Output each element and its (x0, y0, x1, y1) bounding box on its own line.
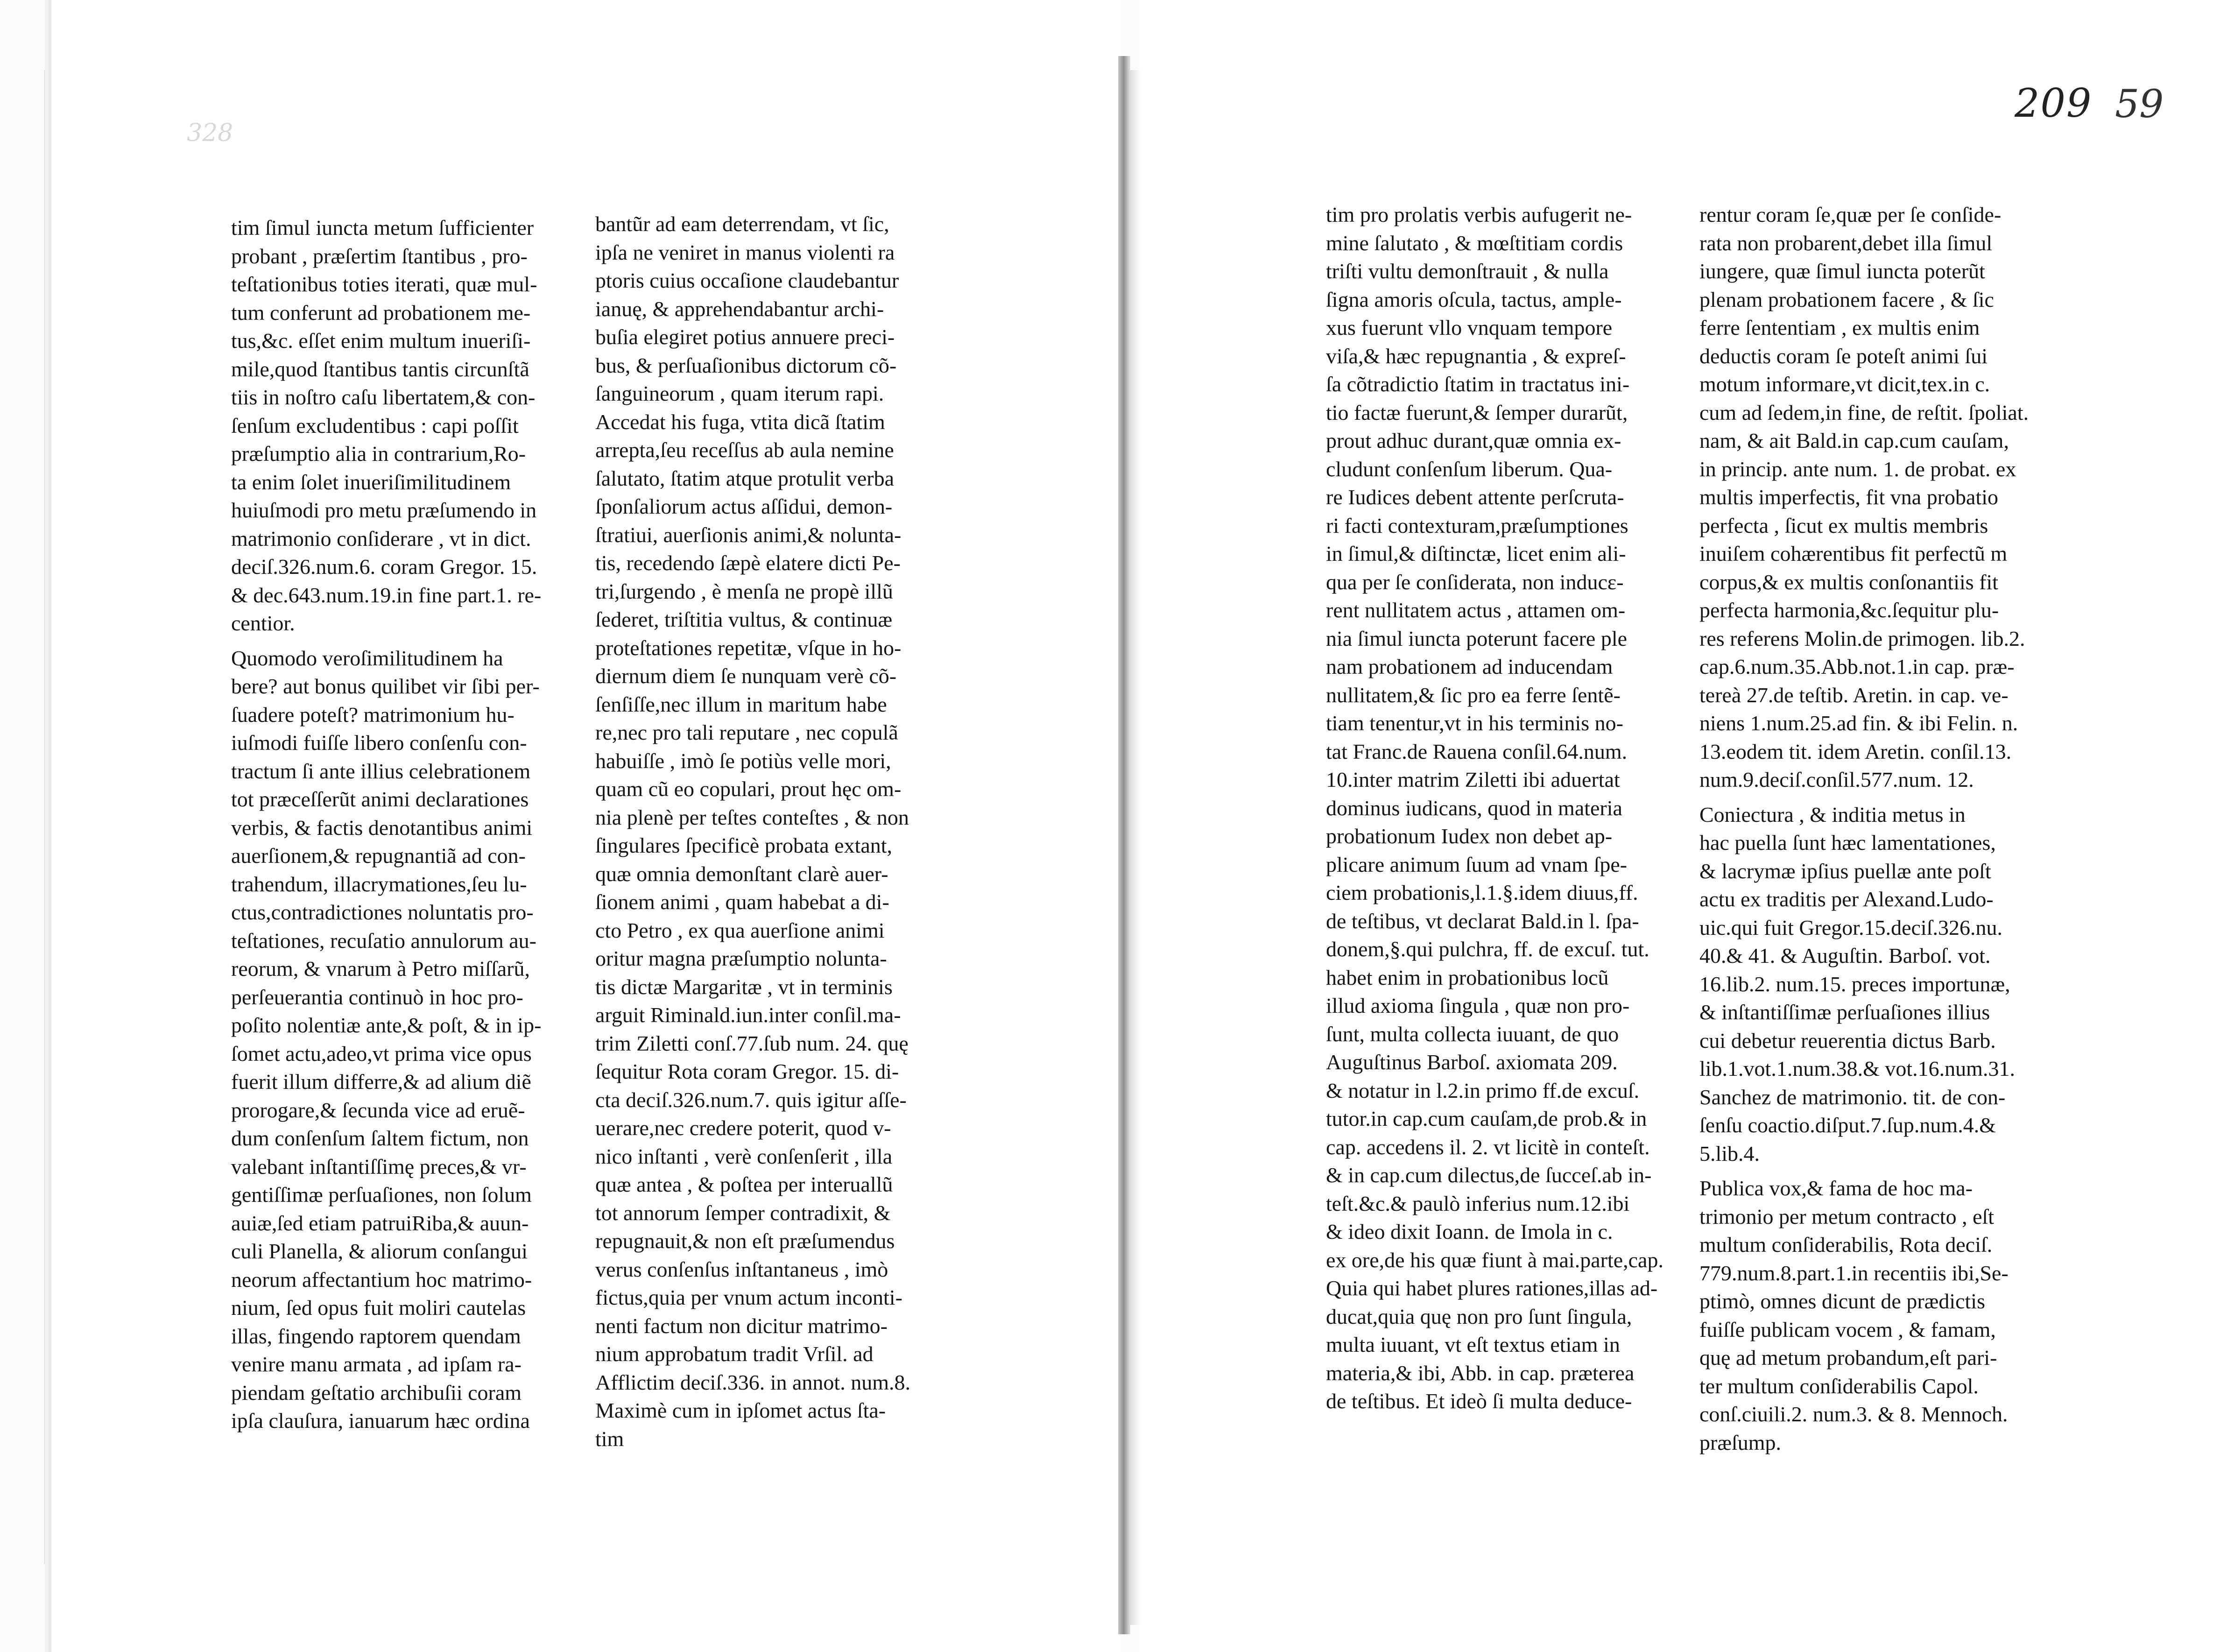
text-line: arrepta,ſeu receſſus ab aula nemine (595, 438, 894, 462)
text-line: ferre ſententiam , ex multis enim (1699, 316, 1980, 339)
text-line: auerſionem,& repugnantiã ad con- (231, 844, 526, 868)
text-line: repugnauit,& non eſt præſumendus (595, 1229, 895, 1253)
folio-number: 209 (2015, 80, 2093, 126)
text-line: prorogare,& ſecunda vice ad eruẽ- (231, 1098, 525, 1122)
text-line: præſumptio alia in contrarium,Ro- (231, 442, 526, 466)
text-line: 16.lib.2. num.15. preces importunæ, (1699, 972, 2010, 996)
text-line: & inſtantiſſimæ perſuaſiones illius (1699, 1000, 1990, 1024)
text-line: qua per ſe conſiderata, non inducε- (1326, 570, 1624, 594)
text-line: tot annorum ſemper contradixit, & (595, 1200, 891, 1225)
text-line: habuiſſe , imò ſe potiùs velle mori, (595, 748, 891, 773)
text-line: in ſimul,& diſtinctæ, licet enim ali- (1326, 542, 1626, 565)
text-line: tio factæ fuerunt,& ſemper durarũt, (1326, 400, 1628, 424)
text-line: tim ſimul iuncta metum ſufficienter (231, 216, 534, 240)
text-line: re Iudices debent attente perſcruta- (1326, 485, 1624, 509)
text-line: ta enim ſolet inueriſimilitudinem (231, 470, 511, 494)
right-page-column-2 (1699, 201, 2054, 1457)
text-line: centior. (231, 611, 295, 635)
text-line: oritur magna præſumptio nolunta- (595, 946, 887, 970)
text-line: iuſmodi fuiſſe libero conſenſu con- (231, 731, 527, 755)
text-line: in princip. ante num. 1. de probat. ex (1699, 457, 2016, 481)
text-line: iungere, quæ ſimul iuncta poterũt (1699, 259, 1985, 283)
text-line: venire manu armata , ad ipſam ra- (231, 1352, 522, 1376)
text-line: tereà 27.de teſtib. Aretin. in cap. ve- (1699, 683, 2009, 707)
text-line: auiæ,ſed etiam patruiRiba,& auun- (231, 1211, 529, 1235)
text-line: rata non probarent,debet illa ſimul (1699, 231, 1993, 255)
text-line: ſenſu coactio.diſput.7.ſup.num.4.& (1699, 1113, 1996, 1137)
text-line: valebant inſtantiſſimę preces,& vr- (231, 1154, 527, 1179)
text-line: gentiſſimæ perſuaſiones, non ſolum (231, 1183, 532, 1207)
text-line: ſuadere poteſt? matrimonium hu- (231, 702, 514, 727)
text-line: inuiſem cohærentibus fit perfectũ m (1699, 542, 2008, 565)
text-line: tus,&c. eſſet enim multum inueriſi- (231, 329, 531, 353)
text-line: dominus iudicans, quod in materia (1326, 796, 1622, 820)
text-line: nium, ſed opus fuit moliri cautelas (231, 1296, 526, 1320)
text-line: res referens Molin.de primogen. lib.2. (1699, 626, 2025, 650)
text-line: tis, recedendo ſæpè elatere dicti Pe- (595, 551, 901, 575)
text-line: nium approbatum tradit Vrſil. ad (595, 1342, 874, 1366)
text-line: ſenſiſſe,nec illum in maritum habe (595, 692, 887, 716)
right-page (1139, 0, 2220, 1652)
text-line: Coniectura , & inditia metus in (1699, 802, 1966, 826)
text-line: proteſtationes repetitæ, vſque in ho- (595, 635, 902, 660)
text-line: cto Petro , ex qua auerſione animi (595, 918, 885, 942)
text-line: ſederet, triſtitia vultus, & continuæ (595, 607, 893, 631)
text-line: tiam tenentur,vt in his terminis no- (1326, 711, 1623, 735)
text-line: 779.num.8.part.1.in recentiis ibi,Se- (1699, 1261, 2009, 1285)
text-line: 40.& 41. & Auguſtin. Barboſ. vot. (1699, 944, 1991, 967)
text-line: reorum, & vnarum à Petro miſſarũ, (231, 957, 530, 981)
text-line: tutor.in cap.cum cauſam,de prob.& in (1326, 1107, 1647, 1130)
text-line: ſomet actu,adeo,vt prima vice opus (231, 1041, 532, 1066)
text-line: 13.eodem tit. idem Aretin. conſil.13. (1699, 739, 2012, 763)
text-line: re,nec pro tali reputare , nec copulã (595, 720, 898, 744)
text-line: ſingulares ſpecificè probata extant, (595, 833, 893, 857)
text-line: ſa cõtradictio ſtatim in tractatus ini- (1326, 372, 1630, 396)
text-line: num.9.deciſ.conſil.577.num. 12. (1699, 768, 1974, 791)
text-line: ptoris cuius occaſione claudebantur (595, 268, 899, 292)
text-line: ſionem animi , quam habebat a di- (595, 890, 889, 914)
text-line: trimonio per metum contracto , eſt (1699, 1204, 1994, 1228)
text-line: ſigna amoris oſcula, tactus, ample- (1326, 287, 1622, 311)
text-line: hac puella ſunt hæc lamentationes, (1699, 831, 1996, 854)
text-line: habet enim in probationibus locũ (1326, 965, 1609, 989)
text-line: piendam geſtatio archibuſii coram (231, 1380, 522, 1405)
text-line: cludunt conſenſum liberum. Qua- (1326, 457, 1613, 481)
text-line: cta deciſ.326.num.7. quis igitur aſſe- (595, 1087, 907, 1112)
text-line: Auguſtinus Barboſ. axiomata 209. (1326, 1050, 1618, 1074)
text-line: cui debetur reuerentia dictus Barb. (1699, 1028, 1996, 1052)
text-line: teſtationes, recuſatio annulorum au- (231, 928, 536, 953)
text-line: tim pro prolatis verbis aufugerit ne- (1326, 203, 1632, 226)
text-line: ri facti contexturam,præſumptiones (1326, 513, 1628, 537)
text-line: nico inſtanti , verè conſenſerit , illa (595, 1144, 893, 1168)
faint-margin-note: 328 (187, 119, 233, 147)
text-line: ſtratiui, auerſionis animi,& nolunta- (595, 522, 902, 547)
text-line: perſeuerantia continuò in hoc pro- (231, 985, 523, 1009)
text-line: quę ad metum probandum,eſt pari- (1699, 1346, 1997, 1370)
text-line: ciem probationis,l.1.§.idem diuus,ff. (1326, 881, 1638, 904)
text-line: nia plenè per teſtes conteſtes , & non (595, 805, 909, 829)
text-line: probant , præſertim ſtantibus , pro- (231, 244, 528, 268)
text-line: niens 1.num.25.ad fin. & ibi Felin. n. (1699, 711, 2018, 735)
left-page-column-2 (595, 210, 957, 1453)
left-page (51, 0, 1121, 1652)
text-line: multum conſiderabilis, Rota deciſ. (1699, 1233, 1993, 1257)
text-line: fuerit illum differre,& ad alium diẽ (231, 1070, 531, 1094)
text-line: tat Franc.de Rauena conſil.64.num. (1326, 739, 1628, 763)
text-line: ſalutato, ſtatim atque protulit verba (595, 466, 894, 490)
text-line: bantũr ad eam deterrendam, vt ſic, (595, 212, 889, 236)
text-line: ſponſaliorum actus aſſidui, demon- (595, 494, 893, 518)
text-line: neorum affectantium hoc matrimo- (231, 1267, 532, 1292)
text-line: cap. accedens il. 2. vt licitè in conteſt. (1326, 1135, 1650, 1159)
text-line: tractum ſi ante illius celebrationem (231, 759, 531, 783)
text-line: de teſtibus. Et ideò ſi multa deduce- (1326, 1389, 1632, 1413)
text-line: poſito nolentiæ ante,& poſt, & in ip- (231, 1013, 542, 1037)
text-line: bus, & perſuaſionibus dictorum cõ- (595, 353, 897, 377)
right-page-column-1 (1326, 201, 1667, 1416)
text-line: culi Planella, & aliorum conſangui (231, 1239, 528, 1263)
text-line: deductis coram ſe poteſt animi ſui (1699, 344, 1988, 368)
text-line: quam cũ eo copulari, prout hęc om- (595, 777, 902, 801)
text-line: tri,ſurgendo , è menſa ne propè illũ (595, 579, 893, 603)
text-line: & ideo dixit Ioann. de Imola in c. (1326, 1220, 1613, 1243)
text-line: actu ex traditis per Alexand.Ludo- (1699, 887, 1994, 911)
text-line: ſanguineorum , quam iterum rapi. (595, 381, 884, 405)
text-line: ex ore,de his quæ fiunt à mai.parte,cap. (1326, 1248, 1663, 1272)
text-line: & in cap.cum dilectus,de ſucceſ.ab in- (1326, 1163, 1652, 1187)
text-line: teſt.&c.& paulò inferius num.12.ibi (1326, 1191, 1630, 1215)
text-line: plicare animum ſuum ad vnam ſpe- (1326, 852, 1628, 876)
text-line: de teſtibus, vt declarat Bald.in l. ſpa- (1326, 909, 1639, 933)
text-line: multis imperfectis, fit vna probatio (1699, 485, 1999, 509)
text-line: probationum Iudex non debet ap- (1326, 824, 1613, 848)
text-line: cum ad ſedem,in fine, de reſtit. ſpoliat. (1699, 400, 2029, 424)
text-line: trim Ziletti conſ.77.ſub num. 24. quę (595, 1031, 909, 1055)
text-line: quæ omnia demonſtant clarè auer- (595, 861, 888, 886)
text-line: Maximè cum in ipſomet actus ſta- (595, 1398, 886, 1422)
text-line: 5.lib.4. (1699, 1141, 1760, 1165)
text-line: deciſ.326.num.6. coram Gregor. 15. (231, 555, 537, 579)
text-line: Sanchez de matrimonio. tit. de con- (1699, 1085, 2006, 1109)
text-line: nam probationem ad inducendam (1326, 655, 1613, 678)
text-line: xus fuerunt vllo vnquam tempore (1326, 316, 1613, 339)
text-line: prout adhuc durant,quæ omnia ex- (1326, 429, 1621, 452)
text-line: corpus,& ex multis conſonantiis fit (1699, 570, 1999, 594)
text-line: plenam probationem facere , & ſic (1699, 287, 1994, 311)
text-line: nia ſimul iuncta poterunt facere ple (1326, 626, 1628, 650)
text-line: ter multum conſiderabilis Capol. (1699, 1374, 1979, 1398)
text-line: mile,quod ſtantibus tantis circunſtã (231, 357, 529, 381)
text-line: illas, fingendo raptorem quendam (231, 1324, 521, 1348)
text-line: Quia qui habet plures rationes,illas ad- (1326, 1276, 1658, 1300)
text-line: ctus,contradictiones noluntatis pro- (231, 900, 534, 924)
text-line: ſunt, multa collecta iuuant, de quo (1326, 1022, 1619, 1046)
gutter-shadow (1130, 70, 1142, 1625)
text-line: ianuę, & apprehendabantur archi- (595, 297, 884, 321)
text-line: perfecta harmonia,&c.ſequitur plu- (1699, 598, 1999, 622)
text-line: Afflictim deciſ.336. in annot. num.8. (595, 1370, 910, 1394)
text-line: nullitatem,& ſic pro ea ferre ſentẽ- (1326, 683, 1621, 707)
text-line: arguit Riminald.iun.inter conſil.ma- (595, 1003, 901, 1027)
text-line: tot præceſſerũt animi declarationes (231, 787, 529, 811)
text-line: fictus,quia per vnum actum inconti- (595, 1285, 902, 1309)
left-page-column-1 (231, 214, 572, 1435)
text-line: rent nullitatem actus , attamen om- (1326, 598, 1626, 622)
handwritten-number: 59 (2115, 82, 2164, 127)
text-line: diernum diem ſe nunquam verè cõ- (595, 664, 897, 688)
text-line: huiuſmodi pro metu præſumendo in (231, 498, 537, 522)
text-line: rentur coram ſe,quæ per ſe conſide- (1699, 203, 2002, 226)
text-line: donem,§.qui pulchra, ff. de excuſ. tut. (1326, 937, 1649, 961)
book-gutter (1118, 56, 1130, 1634)
text-line: verbis, & factis denotantibus animi (231, 815, 533, 840)
text-line: perfecta , ſicut ex multis membris (1699, 513, 1988, 537)
text-line: nam, & ait Bald.in cap.cum cauſam, (1699, 429, 2009, 452)
text-line: Publica vox,& fama de hoc ma- (1699, 1176, 1973, 1200)
text-line: mine ſalutato , & mœſtitiam cordis (1326, 231, 1623, 255)
text-line: Quomodo veroſimilitudinem ha (231, 646, 503, 670)
text-line: nenti factum non dicitur matrimo- (595, 1313, 888, 1338)
text-line: viſa,& hæc repugnantia , & expreſ- (1326, 344, 1626, 368)
text-line: triſti vultu demonſtrauit , & nulla (1326, 259, 1609, 283)
text-line: matrimonio conſiderare , vt in dict. (231, 526, 531, 551)
text-line: ptimò, omnes dicunt de prædictis (1699, 1289, 1985, 1313)
text-line: quæ antea , & poſtea per interuallũ (595, 1172, 893, 1196)
text-line: teſtationibus toties iterati, quæ mul- (231, 272, 537, 296)
text-line: uerare,nec credere poterit, quod v- (595, 1116, 891, 1140)
text-line: & notatur in l.2.in primo ff.de excuſ. (1326, 1078, 1640, 1102)
text-line: materia,& ibi, Abb. in cap. præterea (1326, 1361, 1635, 1385)
text-line: buſia elegiret potius annuere preci- (595, 325, 895, 349)
text-line: multa iuuant, vt eſt textus etiam in (1326, 1333, 1620, 1356)
text-line: & dec.643.num.19.in fine part.1. re- (231, 583, 542, 607)
text-line: 10.inter matrim Ziletti ibi aduertat (1326, 768, 1620, 791)
text-line: Accedat his fuga, vtita dicã ſtatim (595, 409, 885, 434)
text-line: ipſa ne veniret in manus violenti ra (595, 240, 895, 264)
text-line: ipſa clauſura, ianuarum hæc ordina (231, 1409, 530, 1433)
text-line: & lacrymæ ipſius puellæ ante poſt (1699, 859, 1991, 883)
text-line: cap.6.num.35.Abb.not.1.in cap. præ- (1699, 655, 2015, 678)
text-line: tis dictæ Margaritæ , vt in terminis (595, 974, 893, 999)
text-line: fuiſſe publicam vocem , & famam, (1699, 1317, 1996, 1341)
text-line: illud axioma ſingula , quæ non pro- (1326, 994, 1630, 1017)
text-line: tiis in noſtro caſu libertatem,& con- (231, 385, 536, 409)
text-line: tum conferunt ad probationem me- (231, 300, 531, 325)
text-line: motum informare,vt dicit,tex.in c. (1699, 372, 1990, 396)
text-line: verus conſenſus inſtantaneus , imò (595, 1257, 888, 1281)
text-line: bere? aut bonus quilibet vir ſibi per- (231, 674, 540, 698)
text-line: ſenſum excludentibus : capi poſſit (231, 413, 519, 438)
text-line: tim (595, 1426, 624, 1451)
text-line: lib.1.vot.1.num.38.& vot.16.num.31. (1699, 1057, 2015, 1080)
text-line: conſ.ciuili.2. num.3. & 8. Mennoch. (1699, 1402, 2008, 1426)
text-line: trahendum, illacrymationes,ſeu lu- (231, 872, 527, 896)
text-line: uic.qui fuit Gregor.15.deciſ.326.nu. (1699, 915, 2002, 939)
text-line: dum conſenſum ſaltem fictum, non (231, 1126, 529, 1150)
text-line: ſequitur Rota coram Gregor. 15. di- (595, 1059, 899, 1083)
text-line: præſump. (1699, 1430, 1782, 1454)
text-line: ducat,quia quę non pro ſunt ſingula, (1326, 1304, 1632, 1328)
